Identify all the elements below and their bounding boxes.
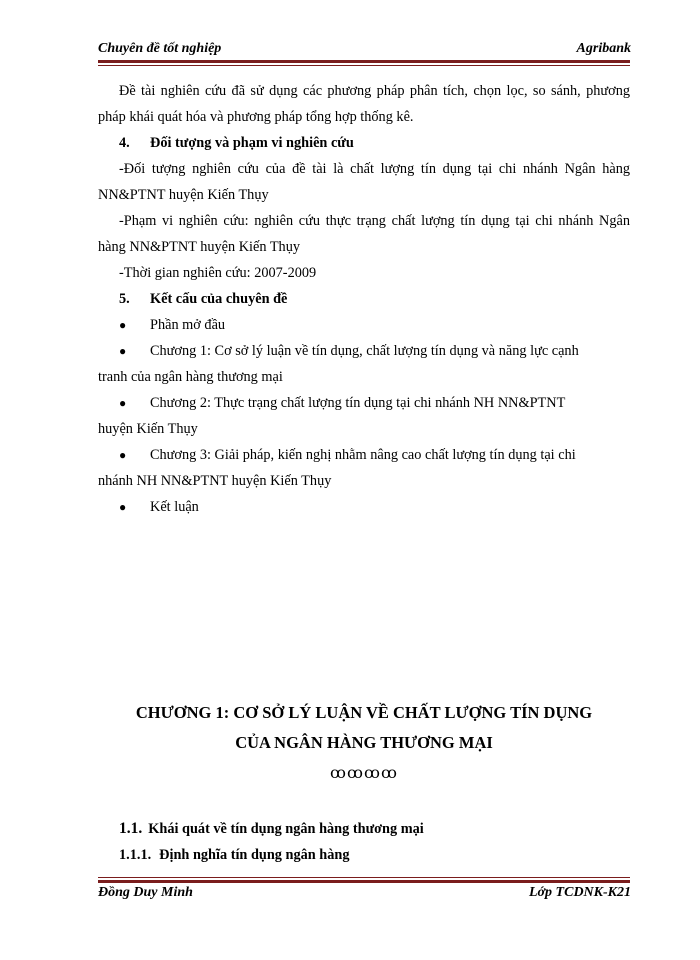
chapter-title-line-1: CHƯƠNG 1: CƠ SỞ LÝ LUẬN VỀ CHẤT LƯỢNG TÍN DỤNG (135, 703, 593, 722)
list-item-text: Chương 1: Cơ sở lý luận về tín dụng, chất lượng tín dụng và năng lực cạnh (150, 343, 579, 359)
decorative-ornament: ꝏꝏꝏꝏ (330, 765, 398, 782)
list-item-continuation: huyện Kiến Thụy (98, 421, 198, 437)
footer-class: Lớp TCDNK-K21 (528, 885, 631, 900)
body-content (98, 78, 630, 520)
list-item-continuation: tranh của ngân hàng thương mại (98, 369, 283, 385)
footer-rule (98, 877, 630, 883)
header-rule (98, 60, 630, 66)
section-1-1-title: Khái quát về tín dụng ngân hàng thương mại (148, 821, 424, 837)
list-item-text: Chương 3: Giải pháp, kiến nghị nhằm nâng cao chất lượng tín dụng tại chi (150, 447, 576, 463)
list-item-text: Chương 2: Thực trạng chất lượng tín dụng tại chi nhánh NH NN&PTNT (150, 395, 566, 411)
methods-paragraph: Đề tài nghiên cứu đã sử dụng các phương pháp phân tích, chọn lọc, so sánh, phương pháp khái quát hóa và phương pháp tổng hợp thống kê. (98, 83, 630, 125)
list-item (98, 338, 630, 364)
section-1-1-heading (119, 820, 424, 838)
bullet-icon: ● (119, 500, 127, 514)
list-item (98, 494, 630, 520)
research-object-paragraph: -Đối tượng nghiên cứu của đề tài là chất lượng tín dụng tại chi nhánh Ngân hàng NN&PTNT huyện Kiến Thụy (98, 161, 630, 203)
header-bank-name: Agribank (576, 41, 631, 56)
section-5-heading (98, 286, 630, 312)
bullet-icon: ● (119, 344, 127, 358)
section-4-title: Đối tượng và phạm vi nghiên cứu (150, 135, 354, 151)
section-1-1-1-number: 1.1.1. (119, 847, 152, 863)
chapter-title-line-2: CỦA NGÂN HÀNG THƯƠNG MẠI (235, 733, 493, 752)
research-time-paragraph: -Thời gian nghiên cứu: 2007-2009 (119, 265, 317, 281)
list-item-text: Kết luận (150, 499, 199, 515)
bullet-icon: ● (119, 448, 127, 462)
list-item (98, 312, 630, 338)
list-item (98, 390, 630, 416)
header-title: Chuyên đề tốt nghiệp (98, 41, 222, 56)
structure-list (98, 312, 630, 520)
list-item-text: Phần mở đầu (150, 317, 226, 333)
section-1-1-number: 1.1. (119, 820, 143, 837)
section-4-number: 4. (119, 135, 130, 151)
section-5-number: 5. (119, 291, 130, 307)
bullet-icon: ● (119, 318, 127, 332)
list-item-continuation: nhánh NH NN&PTNT huyện Kiến Thụy (98, 473, 332, 489)
section-5-title: Kết cấu của chuyên đề (150, 291, 288, 307)
list-item (98, 442, 630, 468)
section-1-1-1-title: Định nghĩa tín dụng ngân hàng (159, 847, 350, 863)
section-1-1-1-heading (119, 847, 350, 864)
footer-author: Đồng Duy Minh (98, 885, 193, 900)
research-scope-paragraph: -Phạm vi nghiên cứu: nghiên cứu thực trạng chất lượng tín dụng tại chi nhánh Ngân hàng NN&PTNT huyện Kiến Thụy (98, 213, 630, 255)
bullet-icon: ● (119, 396, 127, 410)
section-4-heading (98, 130, 630, 156)
